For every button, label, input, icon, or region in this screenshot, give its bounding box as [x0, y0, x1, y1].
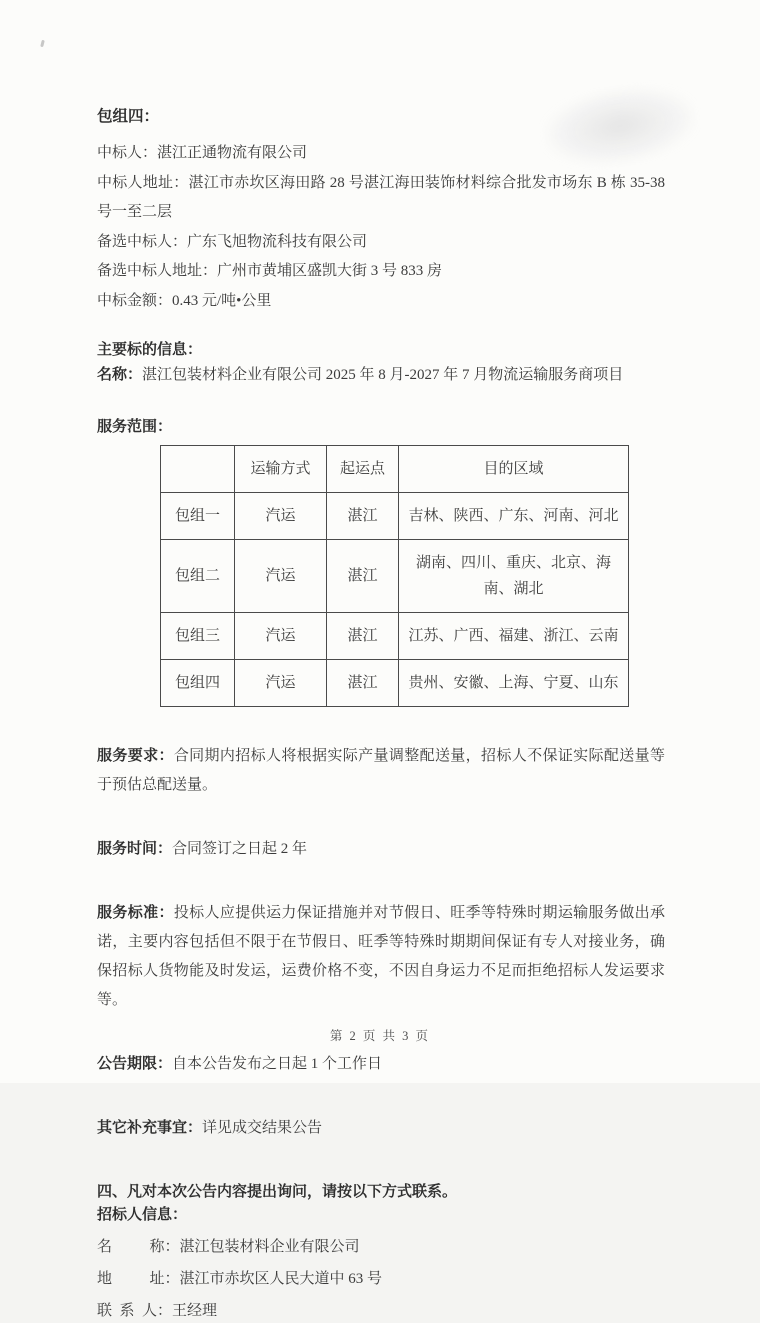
cell-destinations: 贵州、安徽、上海、宁夏、山东	[399, 660, 629, 707]
cell-origin: 湛江	[327, 613, 399, 660]
inquiry-heading: 四、凡对本次公告内容提出询问，请按以下方式联系。	[97, 1184, 458, 1200]
supplementary-text: 详见成交结果公告	[202, 1120, 323, 1136]
backup-winner-label: 备选中标人：	[97, 233, 188, 250]
backup-winner-address-value: 广州市黄埔区盛凯大街 3 号 833 房	[217, 263, 443, 279]
cell-destinations: 吉林、陕西、广东、河南、河北	[399, 493, 629, 540]
service-scope-table	[160, 445, 629, 707]
service-period-text: 合同签订之日起 2 年	[172, 841, 308, 857]
table-row	[161, 613, 629, 660]
tenderer-contact-value: 王经理	[172, 1303, 218, 1319]
subject-info-heading: 主要标的信息：	[97, 342, 203, 358]
winner-value: 湛江正通物流有限公司	[157, 145, 308, 161]
tenderer-contact-line	[97, 1300, 665, 1323]
cell-origin: 湛江	[327, 493, 399, 540]
service-scope-heading: 服务范围：	[97, 419, 173, 435]
tenderer-name-line	[97, 1236, 665, 1259]
notice-period-label: 公告期限：	[97, 1056, 173, 1072]
award-amount-line	[97, 287, 665, 317]
service-period-section	[97, 835, 665, 864]
service-standard-section	[97, 899, 665, 1015]
notice-period-text: 自本公告发布之日起 1 个工作日	[172, 1056, 383, 1072]
header-cell-destination: 目的区域	[399, 446, 629, 493]
cell-package: 包组二	[161, 540, 235, 613]
winner-address-value: 湛江市赤坎区海田路 28 号湛江海田装饰材料综合批发市场东 B 栋 35-38 号一至二层	[97, 174, 665, 220]
backup-winner-value: 广东飞旭物流科技有限公司	[187, 233, 368, 250]
winner-address-label: 中标人地址：	[97, 174, 189, 191]
backup-winner-line	[97, 228, 665, 258]
notice-period-section	[97, 1050, 665, 1079]
project-name-line	[97, 362, 665, 388]
service-requirements-text: 合同期内招标人将根据实际产量调整配送量，招标人不保证实际配送量等于预估总配送量。	[97, 748, 665, 793]
cell-package: 包组一	[161, 493, 235, 540]
winner-line	[97, 139, 665, 169]
table-row	[161, 660, 629, 707]
service-requirements-label: 服务要求：	[97, 748, 174, 764]
header-cell-blank	[161, 446, 235, 493]
cell-mode: 汽运	[235, 493, 327, 540]
cell-package: 包组三	[161, 613, 235, 660]
table-header-row	[161, 446, 629, 493]
cell-destinations: 湖南、四川、重庆、北京、海南、湖北	[399, 540, 629, 613]
award-amount-value: 0.43 元/吨•公里	[172, 292, 272, 309]
service-period-label: 服务时间：	[97, 841, 173, 857]
cell-origin: 湛江	[327, 660, 399, 707]
project-name-value: 湛江包装材料企业有限公司 2025 年 8 月-2027 年 7 月物流运输服务商项目	[142, 367, 624, 383]
page-number-footer: 第 2 页 共 3 页	[329, 1029, 431, 1043]
cell-destinations: 江苏、广西、福建、浙江、云南	[399, 613, 629, 660]
table-row	[161, 540, 629, 613]
winner-address-line	[97, 169, 665, 228]
tenderer-name-value: 湛江包装材料企业有限公司	[179, 1239, 360, 1255]
header-cell-origin: 起运点	[327, 446, 399, 493]
cell-origin: 湛江	[327, 540, 399, 613]
backup-winner-address-line	[97, 257, 665, 287]
cell-package: 包组四	[161, 660, 235, 707]
package4-heading: 包组四：	[97, 108, 160, 125]
tenderer-name-label: 名 称：	[97, 1239, 180, 1255]
scan-speck	[40, 40, 45, 48]
cell-mode: 汽运	[235, 540, 327, 613]
service-standard-label: 服务标准：	[97, 905, 174, 921]
table-row	[161, 493, 629, 540]
tenderer-address-line	[97, 1268, 665, 1291]
backup-winner-address-label: 备选中标人地址：	[97, 263, 218, 279]
supplementary-label: 其它补充事宜：	[97, 1120, 203, 1136]
header-cell-transport-mode: 运输方式	[235, 446, 327, 493]
cell-mode: 汽运	[235, 613, 327, 660]
service-requirements-section	[97, 742, 665, 800]
tenderer-address-label: 地 址：	[97, 1271, 180, 1287]
award-amount-label: 中标金额：	[97, 292, 173, 309]
winner-label: 中标人：	[97, 145, 158, 161]
supplementary-section	[97, 1114, 665, 1143]
project-name-label: 名称：	[97, 367, 143, 383]
tenderer-info-heading: 招标人信息：	[97, 1207, 188, 1223]
service-standard-text: 投标人应提供运力保证措施并对节假日、旺季等特殊时期运输服务做出承诺，主要内容包括但不限于在节假日、旺季等特殊时期期间保证有专人对接业务，确保招标人货物能及时发运，运费价格不变，不因自身运力不足而拒绝招标人发运要求等。	[97, 905, 665, 1008]
cell-mode: 汽运	[235, 660, 327, 707]
tenderer-contact-label: 联 系 人：	[97, 1303, 173, 1319]
tenderer-address-value: 湛江市赤坎区人民大道中 63 号	[179, 1271, 383, 1287]
subject-info-block	[97, 338, 665, 388]
